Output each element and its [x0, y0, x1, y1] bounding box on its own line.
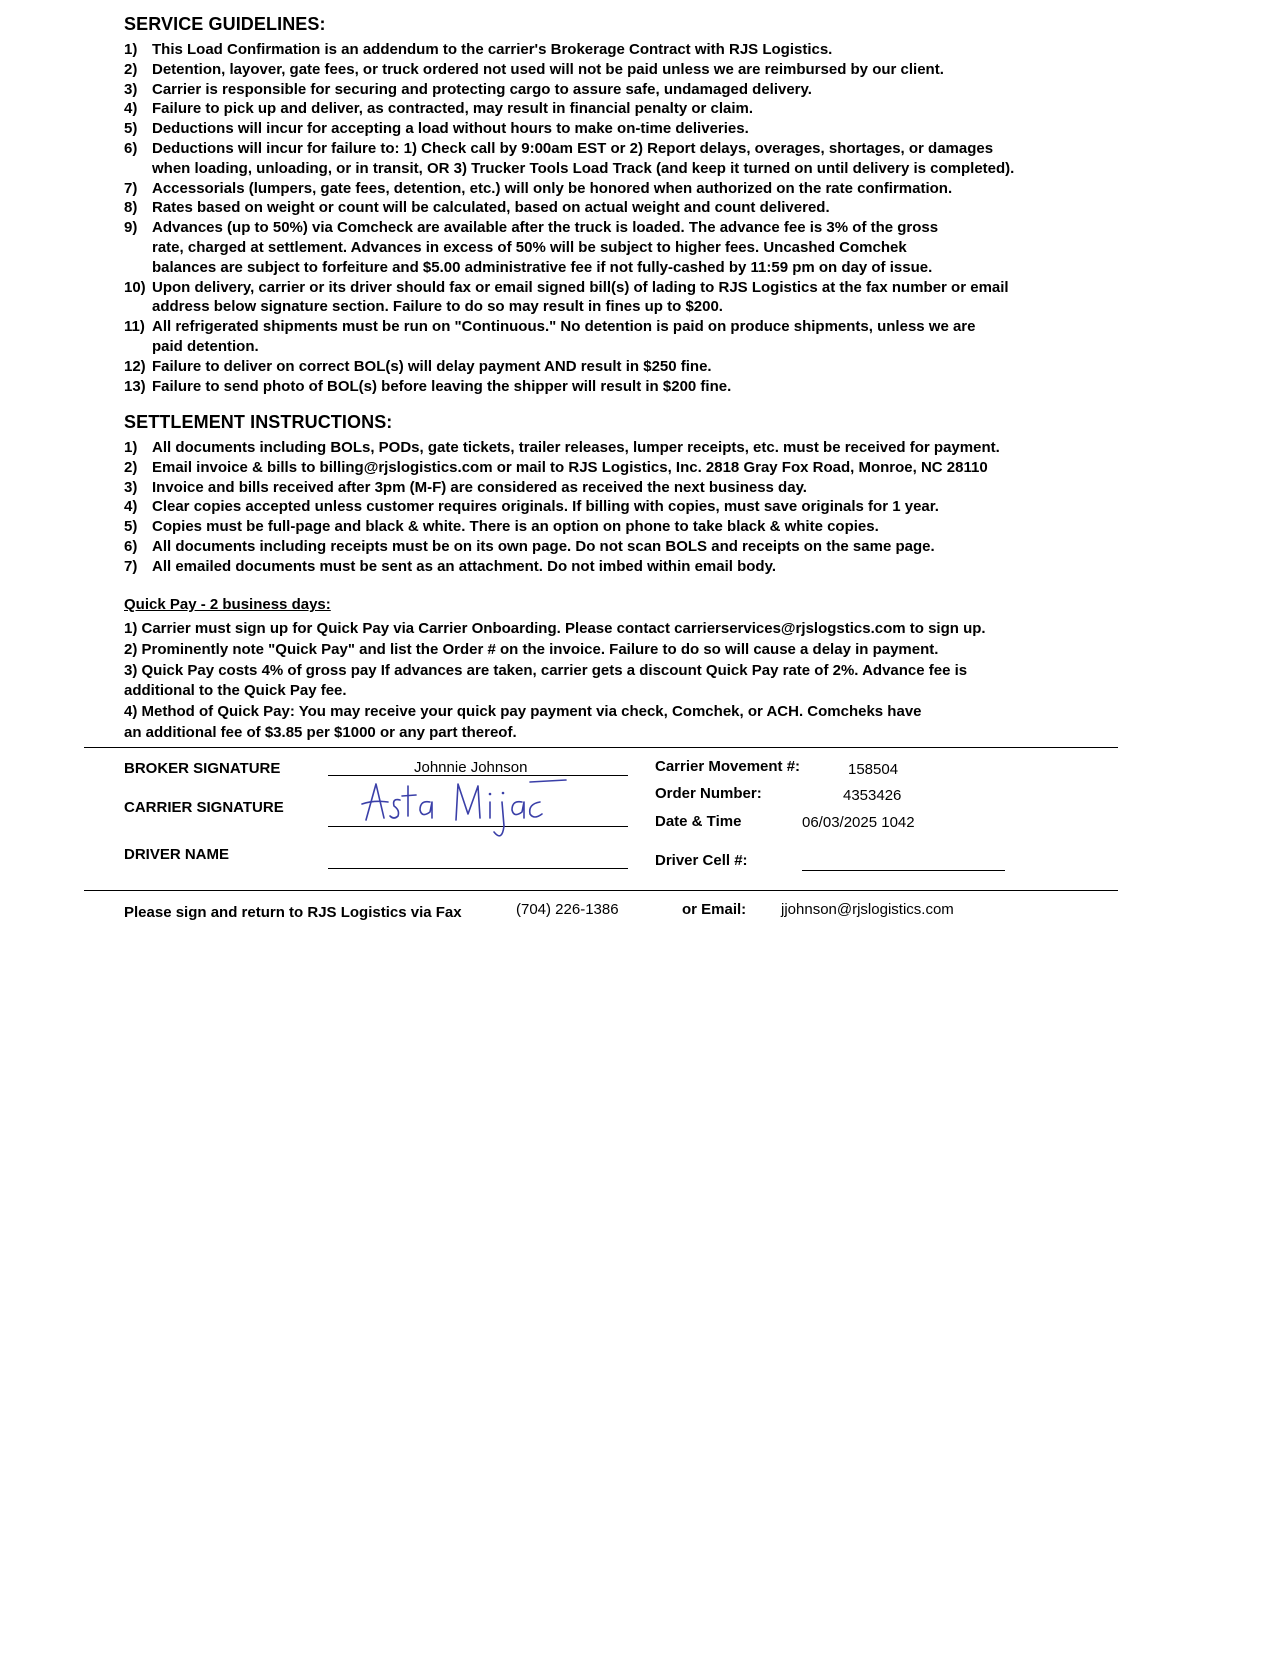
item-text: Detention, layover, gate fees, or truck ordered not used will not be paid unless we are reimbursed by our client.	[152, 60, 944, 78]
list-item	[124, 218, 1124, 277]
item-text: Email invoice & bills to billing@rjslogistics.com or mail to RJS Logistics, Inc. 2818 Gray Fox Road, Monroe, NC 28110	[152, 458, 988, 476]
list-item	[124, 317, 1124, 357]
item-number: 7)	[124, 557, 138, 575]
list-item	[124, 497, 1124, 517]
item-text: All documents including BOLs, PODs, gate tickets, trailer releases, lumper receipts, etc. must be received for payment.	[152, 439, 1000, 456]
list-item	[124, 119, 1124, 139]
divider-top	[84, 747, 1118, 748]
quick-pay-title: Quick Pay - 2 business days:	[124, 596, 331, 613]
quick-pay-list	[124, 619, 1124, 744]
item-number: 13)	[124, 377, 146, 395]
item-text: Carrier is responsible for securing and protecting cargo to assure safe, undamaged delivery.	[152, 80, 812, 98]
signature-drawing	[360, 778, 570, 850]
item-text: Failure to send photo of BOL(s) before leaving the shipper will result in $200 fine.	[152, 377, 732, 395]
item-text: Accessorials (lumpers, gate fees, detention, etc.) will only be honored when authorized on the rate confirmation.	[152, 179, 953, 197]
service-guidelines-heading: SERVICE GUIDELINES:	[124, 14, 326, 34]
list-item	[124, 60, 1124, 80]
broker-signature-name: Johnnie Johnson	[414, 759, 528, 776]
list-item	[124, 478, 1124, 498]
item-number: 2)	[124, 60, 138, 78]
service-guidelines-list	[124, 40, 1124, 396]
item-text: Advances (up to 50%) via Comcheck are available after the truck is loaded. The advance fee is 3% of the gross rate, charged at settlement. Advances in excess of 50% will be subject to higher fees. Uncashed Comchek balances are subject to forfeiture and $5.00 administrative fee if not fully-cashed by 11:59 pm on day of issue.	[152, 219, 939, 276]
item-number: 6)	[124, 537, 138, 555]
item-number: 8)	[124, 199, 138, 217]
carrier-movement-value: 158504	[848, 761, 899, 778]
item-number: 4)	[124, 100, 138, 118]
fax-number: (704) 226-1386	[516, 901, 619, 918]
list-item	[124, 537, 1124, 557]
driver-cell-label: Driver Cell #:	[655, 852, 748, 869]
list-item	[124, 557, 1124, 577]
email-address: jjohnson@rjslogistics.com	[781, 901, 954, 918]
item-number: 3)	[124, 80, 138, 98]
broker-signature-label: BROKER SIGNATURE	[124, 760, 281, 777]
list-item	[124, 517, 1124, 537]
list-item	[124, 179, 1124, 199]
item-text: Rates based on weight or count will be calculated, based on actual weight and count delivered.	[152, 199, 830, 217]
item-number: 7)	[124, 179, 138, 197]
item-text: Upon delivery, carrier or its driver should fax or email signed bill(s) of lading to RJS Logistics at the fax number or email address below signature section. Failure to do so may result in fines up to $200.	[152, 278, 1009, 316]
item-text: All emailed documents must be sent as an attachment. Do not imbed within email body.	[152, 557, 776, 575]
item-number: 10)	[124, 278, 146, 296]
list-item	[124, 99, 1124, 119]
return-instructions: Please sign and return to RJS Logistics via Fax	[124, 904, 462, 921]
driver-cell-line	[802, 870, 1005, 871]
item-text: Invoice and bills received after 3pm (M-F) are considered as received the next business day.	[152, 478, 807, 496]
item-number: 4)	[124, 498, 138, 516]
item-number: 5)	[124, 120, 138, 138]
list-item	[124, 40, 1124, 60]
item-text: All refrigerated shipments must be run on "Continuous." No detention is paid on produce shipments, unless we are paid detention.	[152, 318, 976, 355]
driver-name-label: DRIVER NAME	[124, 846, 230, 863]
item-text: Clear copies accepted unless customer requires originals. If billing with copies, must save originals for 1 year.	[152, 498, 939, 516]
item-number: 11)	[124, 318, 145, 336]
item-text: This Load Confirmation is an addendum to the carrier's Brokerage Contract with RJS Logistics.	[152, 41, 833, 58]
item-number: 2)	[124, 458, 138, 476]
item-text: Deductions will incur for accepting a load without hours to make on-time deliveries.	[152, 120, 749, 138]
driver-name-line	[328, 868, 628, 869]
carrier-movement-label: Carrier Movement #:	[655, 758, 801, 775]
item-text: Copies must be full-page and black & white. There is an option on phone to take black & white copies.	[152, 518, 879, 536]
list-item	[124, 198, 1124, 218]
date-time-label: Date & Time	[655, 813, 742, 830]
carrier-signature-label: CARRIER SIGNATURE	[124, 799, 284, 816]
settlement-instructions-list	[124, 438, 1124, 577]
carrier-handwritten-signature	[360, 778, 570, 850]
order-number-label: Order Number:	[655, 785, 762, 802]
list-item	[124, 377, 1124, 397]
item-number: 1)	[124, 41, 138, 58]
item-number: 3)	[124, 478, 138, 496]
divider-bottom	[84, 890, 1118, 891]
settlement-instructions-heading: SETTLEMENT INSTRUCTIONS:	[124, 412, 393, 432]
item-number: 12)	[124, 357, 146, 375]
list-item	[124, 458, 1124, 478]
item-number: 5)	[124, 518, 138, 536]
item-number: 1)	[124, 439, 138, 456]
item-text: Deductions will incur for failure to: 1) Check call by 9:00am EST or 2) Report delays, overages, shortages, or damages when loading, unloading, or in transit, OR 3) Trucker Tools Load Track (and keep it turned on until delivery is completed).	[152, 139, 1015, 177]
order-number-value: 4353426	[843, 787, 902, 804]
date-time-value: 06/03/2025 1042	[802, 814, 915, 831]
list-item	[124, 80, 1124, 100]
quick-pay-item: 4) Method of Quick Pay: You may receive your quick pay payment via check, Comchek, or ACH. Comcheks have an additional fee of $3.85 per $1000 or any part thereof.	[124, 703, 922, 741]
quick-pay-item: 1) Carrier must sign up for Quick Pay via Carrier Onboarding. Please contact carrierservices@rjslogstics.com to sign up.	[124, 620, 986, 637]
list-item	[124, 139, 1124, 179]
item-number: 9)	[124, 219, 138, 237]
email-label: or Email:	[682, 901, 747, 918]
item-text: All documents including receipts must be on its own page. Do not scan BOLS and receipts on the same page.	[152, 537, 935, 555]
list-item	[124, 357, 1124, 377]
list-item	[124, 438, 1124, 458]
item-number: 6)	[124, 139, 138, 157]
list-item	[124, 278, 1124, 318]
item-text: Failure to pick up and deliver, as contracted, may result in financial penalty or claim.	[152, 100, 754, 118]
quick-pay-item: 2) Prominently note "Quick Pay" and list the Order # on the invoice. Failure to do so will cause a delay in payment.	[124, 640, 939, 658]
quick-pay-item: 3) Quick Pay costs 4% of gross pay If advances are taken, carrier gets a discount Quick Pay rate of 2%. Advance fee is additional to the Quick Pay fee.	[124, 661, 968, 700]
item-text: Failure to deliver on correct BOL(s) will delay payment AND result in $250 fine.	[152, 357, 712, 375]
